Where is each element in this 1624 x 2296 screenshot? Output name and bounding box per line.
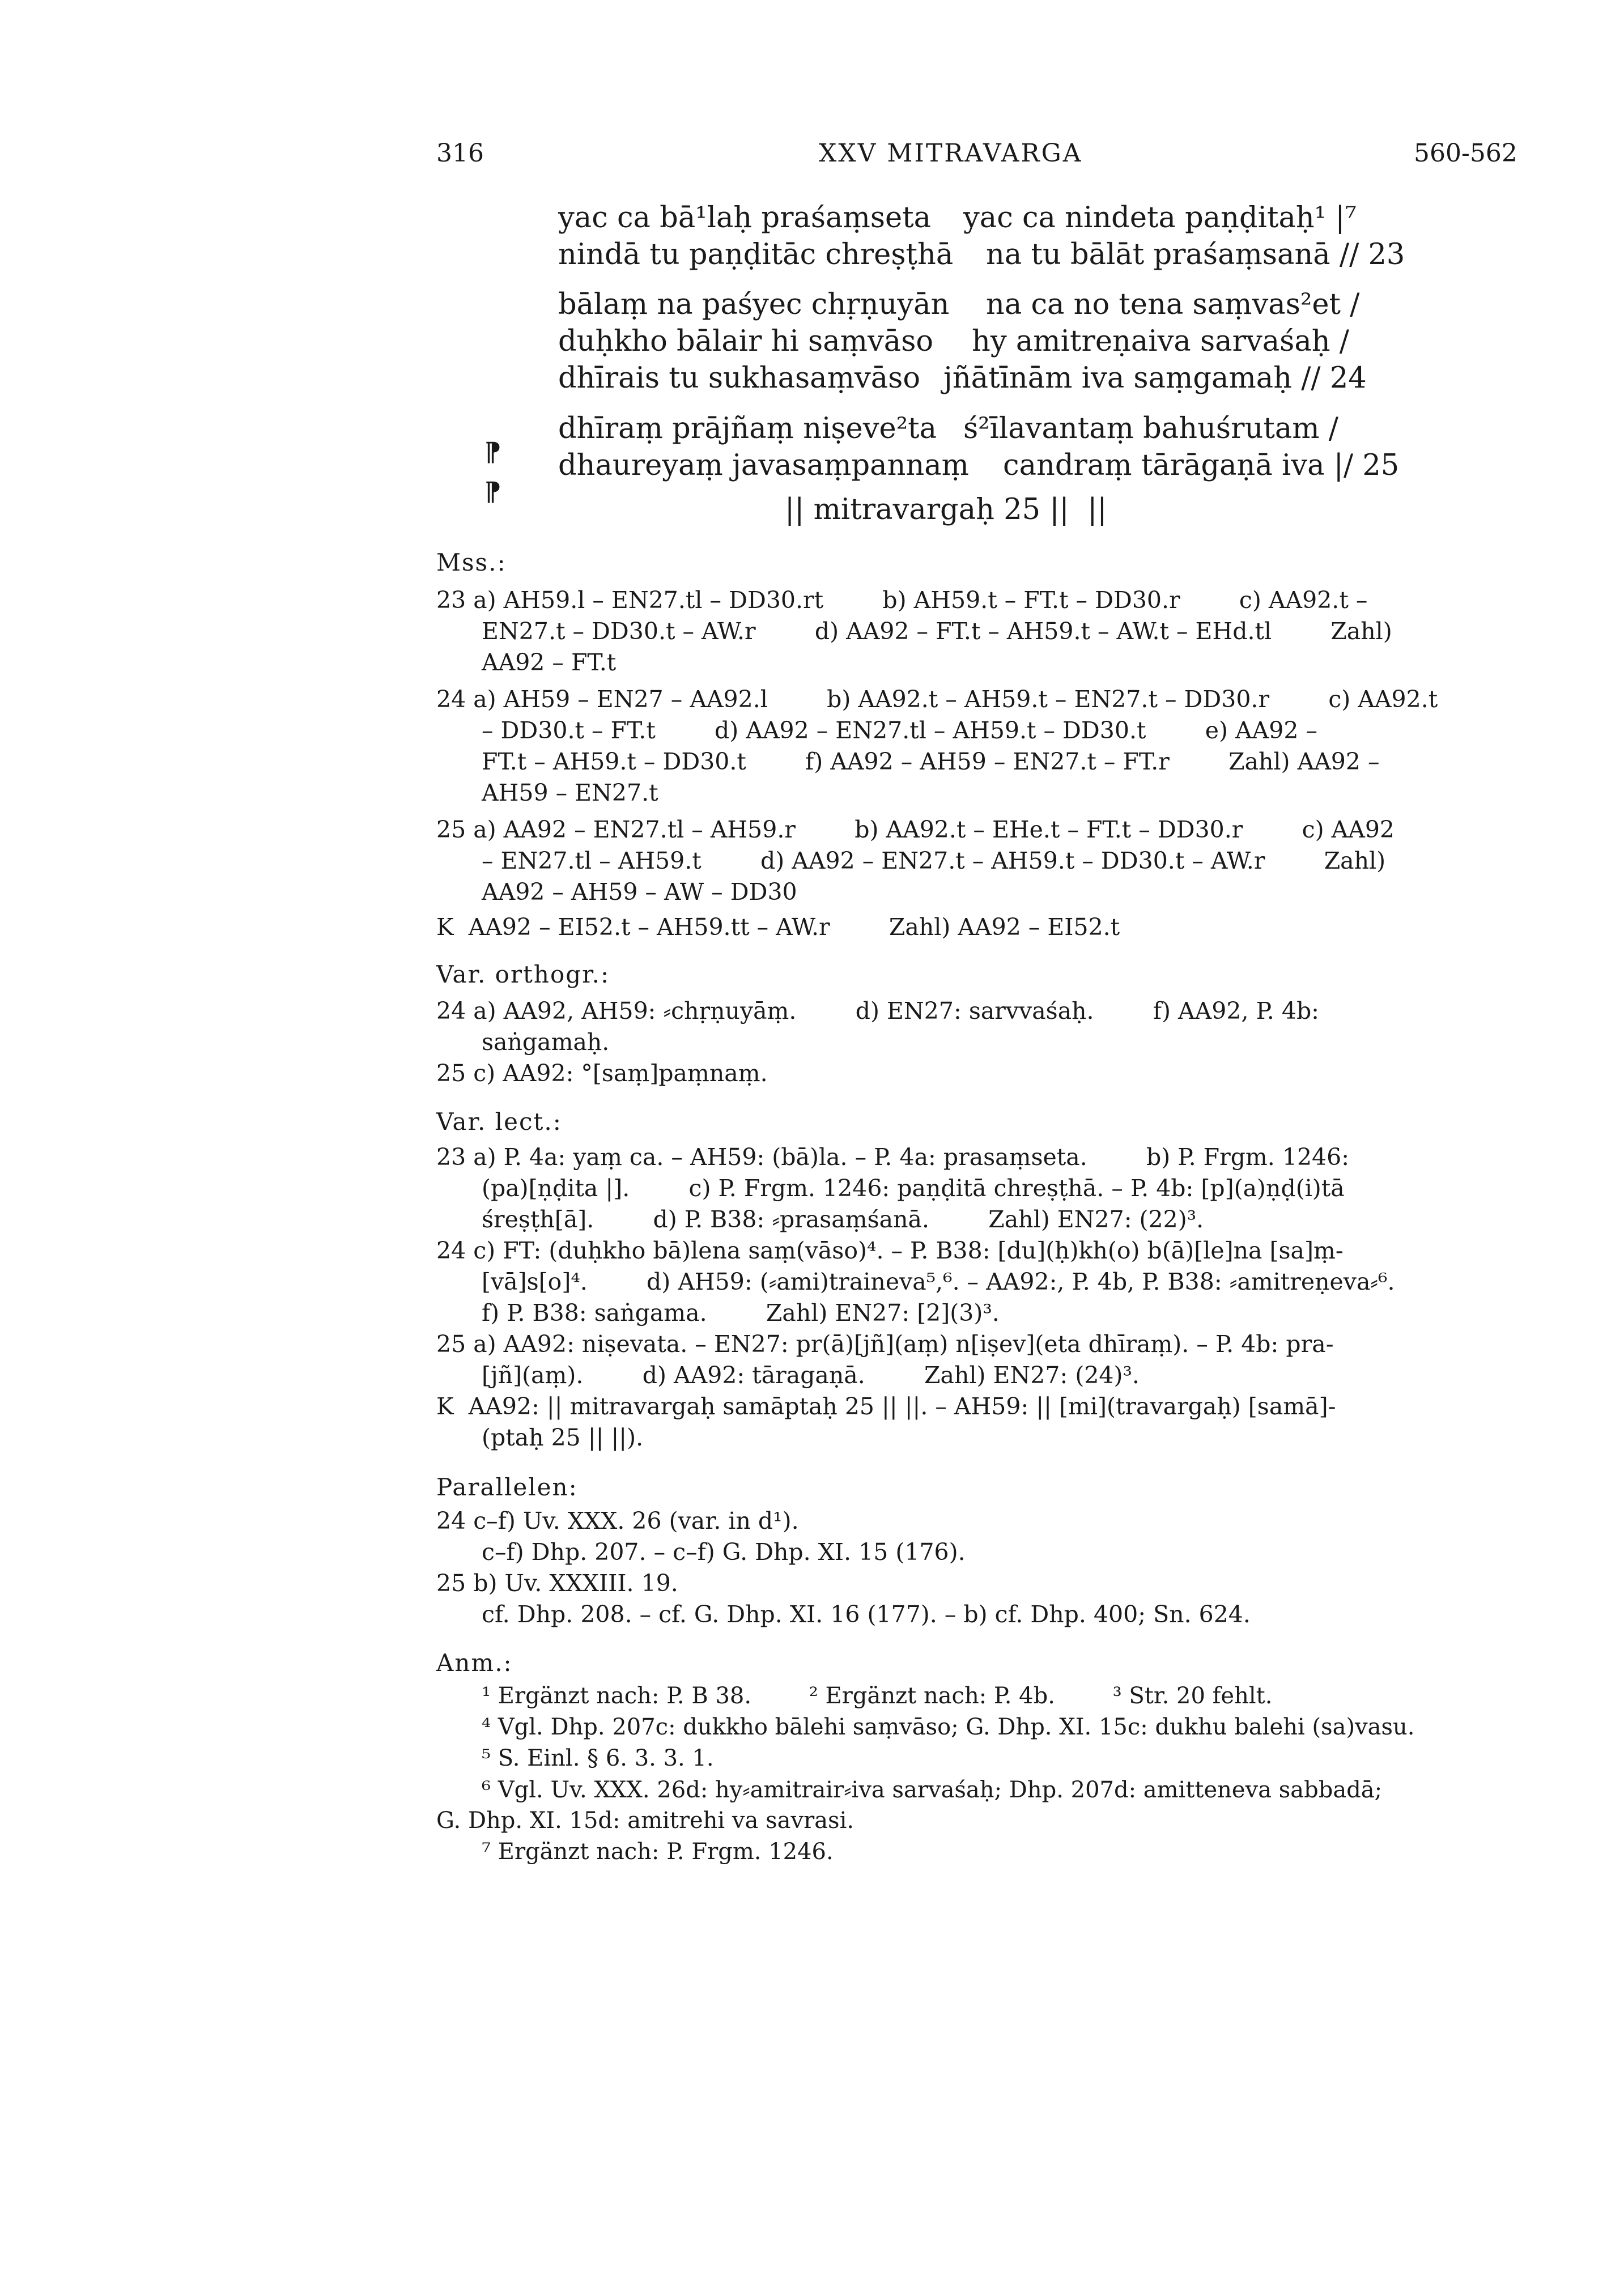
verse-line-left: bālaṃ na paśyec chṛṇuyān: [558, 288, 950, 321]
apparatus-line: AA92 – FT.t: [482, 649, 617, 676]
apparatus-line: – EN27.tl – AH59.t d) AA92 – EN27.t – AH59.t – DD30.t – AW.r Zahl): [482, 847, 1386, 874]
annotation-line: ⁷ Ergänzt nach: P. Frgm. 1246.: [482, 1839, 834, 1865]
apparatus-line: 25 a) AA92 – EN27.tl – AH59.r b) AA92.t – EHe.t – FT.t – DD30.r c) AA92: [436, 816, 1395, 843]
verse-line-right: candraṃ tārāgaṇā iva |/ 25: [1003, 449, 1400, 482]
apparatus-line: AA92 – AH59 – AW – DD30: [482, 878, 797, 905]
section-heading-mss: Mss.:: [436, 549, 507, 576]
verse-line-right: yac ca nindeta paṇḍitaḥ¹ |⁷: [963, 201, 1357, 235]
verse-line-left: duḥkho bālair hi saṃvāso: [558, 325, 934, 358]
apparatus-line: 23 a) P. 4a: yaṃ ca. – AH59: (bā)la. – P. 4a: prasaṃseta. b) P. Frgm. 1246:: [436, 1143, 1350, 1171]
verse-line-right: hy amitreṇaiva sarvaśaḥ /: [972, 325, 1349, 358]
margin-mark: ⁋: [484, 476, 501, 507]
apparatus-line: EN27.t – DD30.t – AW.r d) AA92 – FT.t – AH59.t – AW.t – EHd.tl Zahl): [482, 618, 1392, 645]
section-heading-anm: Anm.:: [436, 1649, 513, 1677]
verse-line-right: na ca no tena saṃvas²et /: [986, 288, 1360, 321]
apparatus-line: 24 a) AH59 – EN27 – AA92.l b) AA92.t – AH59.t – EN27.t – DD30.r c) AA92.t: [436, 686, 1438, 713]
verse-line-left: dhīraṃ prājñaṃ niṣeve²ta: [558, 412, 937, 445]
verse-line-right: na tu bālāt praśaṃsanā // 23: [986, 238, 1405, 271]
parallel-line: c–f) Dhp. 207. – c–f) G. Dhp. XI. 15 (176).: [482, 1538, 966, 1566]
annotation-line: ⁴ Vgl. Dhp. 207c: dukkho bālehi saṃvāso; G. Dhp. XI. 15c: dukhu balehi (sa)vasu.: [482, 1714, 1415, 1740]
annotation-line: ⁵ S. Einl. § 6. 3. 3. 1.: [482, 1745, 714, 1771]
apparatus-line: K AA92: || mitravargaḥ samāptaḥ 25 || ||. – AH59: || [mi](travargaḥ) [samā]-: [436, 1393, 1336, 1420]
page-number: 316: [436, 139, 484, 168]
annotation-line: G. Dhp. XI. 15d: amitrehi va savrasi.: [436, 1808, 854, 1834]
apparatus-line: f) P. B38: saṅgama. Zahl) EN27: [2](3)³.: [482, 1299, 1000, 1326]
apparatus-line: (ptaḥ 25 || ||).: [482, 1424, 644, 1451]
verse-line-left: nindā tu paṇḍitāc chreṣṭhā: [558, 238, 954, 271]
verse-line-left: dhaureyaṃ javasaṃpannaṃ: [558, 449, 969, 482]
annotation-line: ⁶ Vgl. Uv. XXX. 26d: hy⸗amitrair⸗iva sarvaśaḥ; Dhp. 207d: amitteneva sabbadā;: [482, 1777, 1383, 1803]
colophon: || mitravargaḥ 25 || ||: [785, 493, 1107, 526]
parallel-line: 25 b) Uv. XXXIII. 19.: [436, 1570, 678, 1597]
verse-line-left: dhīrais tu sukhasaṃvāso: [558, 362, 921, 395]
section-heading-parallelen: Parallelen:: [436, 1473, 578, 1501]
apparatus-line: [jñ](aṃ). d) AA92: tāragaṇā. Zahl) EN27: (24)³.: [482, 1362, 1140, 1389]
apparatus-line: 23 a) AH59.l – EN27.tl – DD30.rt b) AH59.t – FT.t – DD30.r c) AA92.t –: [436, 586, 1368, 614]
annotation-line: ¹ Ergänzt nach: P. B 38. ² Ergänzt nach: P. 4b. ³ Str. 20 fehlt.: [482, 1683, 1273, 1709]
chapter-title: XXV MITRAVARGA: [819, 139, 1083, 168]
apparatus-line: (pa)[ṇḍita |]. c) P. Frgm. 1246: paṇḍitā chreṣṭhā. – P. 4b: [p](a)ṇḍ(i)tā: [482, 1175, 1345, 1202]
apparatus-line: FT.t – AH59.t – DD30.t f) AA92 – AH59 – EN27.t – FT.r Zahl) AA92 –: [482, 748, 1380, 775]
section-heading-var-lect: Var. lect.:: [436, 1108, 562, 1136]
apparatus-line: śreṣṭh[ā]. d) P. B38: ⸗prasaṃśanā. Zahl) EN27: (22)³.: [482, 1206, 1204, 1233]
apparatus-line: 24 a) AA92, AH59: ⸗chṛṇuyāṃ. d) EN27: sarvvaśaḥ. f) AA92, P. 4b:: [436, 997, 1319, 1024]
margin-mark: ⁋: [484, 436, 501, 467]
apparatus-line: – DD30.t – FT.t d) AA92 – EN27.tl – AH59.t – DD30.t e) AA92 –: [482, 717, 1317, 744]
verse-line-right: ś²īlavantaṃ bahuśrutam /: [963, 412, 1338, 445]
apparatus-line: AH59 – EN27.t: [482, 779, 658, 806]
apparatus-line: 24 c) FT: (duḥkho bā)lena saṃ(vāso)⁴. – P. B38: [du](ḥ)kh(o) b(ā)[le]na [sa]ṃ-: [436, 1237, 1344, 1264]
apparatus-line: 25 c) AA92: °[saṃ]paṃnaṃ.: [436, 1060, 768, 1087]
verse-line-right: jñātīnām iva saṃgamaḥ // 24: [943, 362, 1367, 395]
apparatus-line: K AA92 – EI52.t – AH59.tt – AW.r Zahl) AA92 – EI52.t: [436, 913, 1120, 941]
verse-line-left: yac ca bā¹laḥ praśaṃseta: [558, 201, 932, 235]
verse-range: 560-562: [1414, 139, 1517, 168]
parallel-line: cf. Dhp. 208. – cf. G. Dhp. XI. 16 (177). – b) cf. Dhp. 400; Sn. 624.: [482, 1601, 1251, 1628]
apparatus-line: 25 a) AA92: niṣevata. – EN27: pr(ā)[jñ](aṃ) n[iṣev](eta dhīraṃ). – P. 4b: pra-: [436, 1330, 1334, 1358]
apparatus-line: [vā]s[o]⁴. d) AH59: (⸗ami)traineva⁵,⁶. – AA92:, P. 4b, P. B38: ⸗amitreṇeva⸗⁶.: [482, 1268, 1395, 1295]
apparatus-line: saṅgamaḥ.: [482, 1028, 610, 1056]
section-heading-var-orthogr: Var. orthogr.:: [436, 960, 610, 988]
parallel-line: 24 c–f) Uv. XXX. 26 (var. in d¹).: [436, 1507, 799, 1534]
